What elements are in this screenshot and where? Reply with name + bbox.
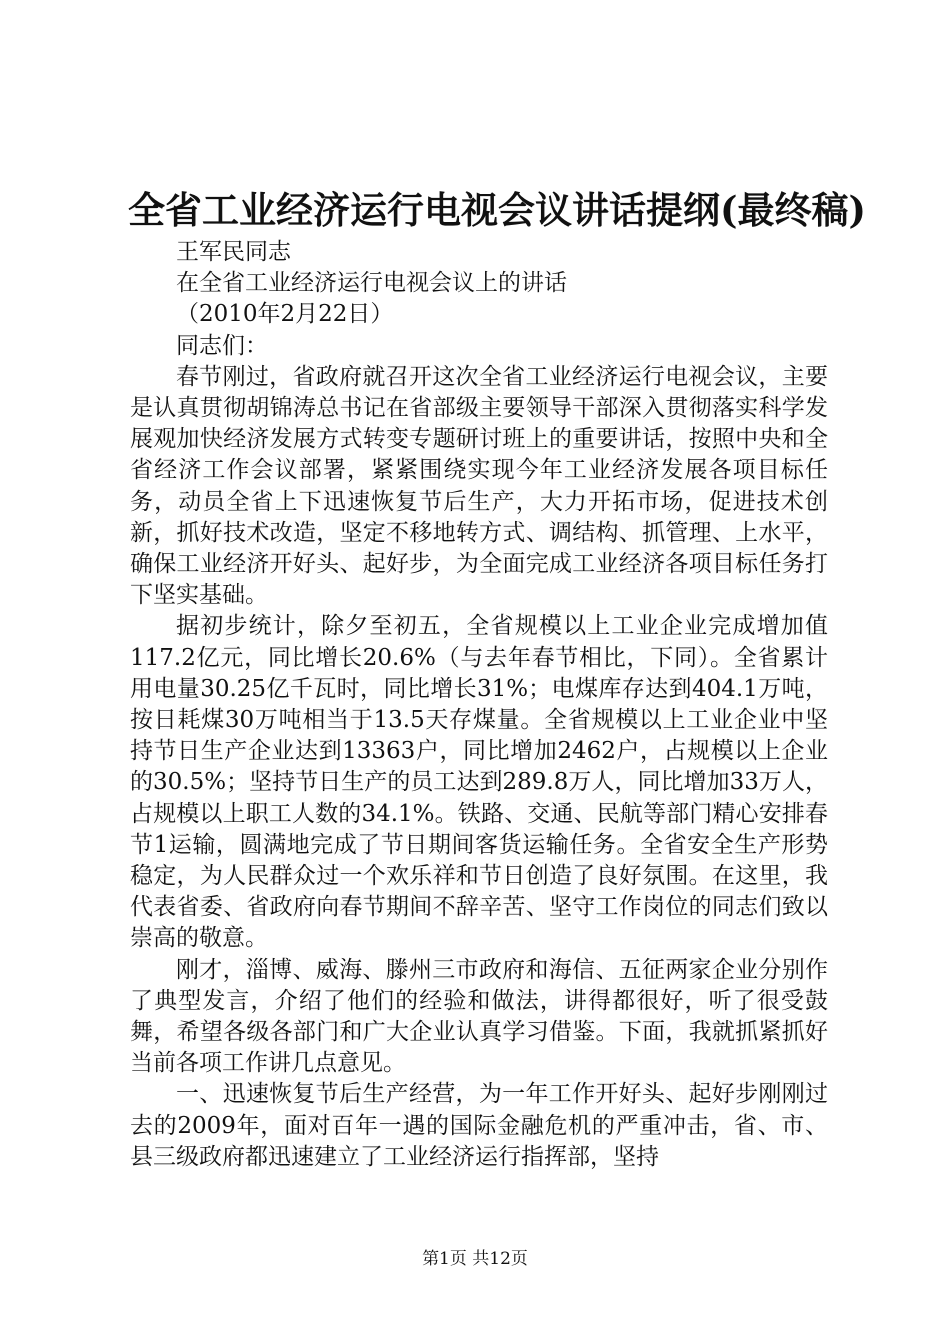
page-footer: 第1页 共12页 (422, 1249, 528, 1269)
paragraph: 一、迅速恢复节后生产经营，为一年工作开好头、起好步刚刚过去的2009年，面对百年一遇的国际金融危机的严重冲击，省、市、县三级政府都迅速建立了工业经济运行指挥部，坚持 (130, 1081, 828, 1170)
document-title: 全省工业经济运行电视会议讲话提纲(最终稿) (128, 188, 867, 232)
paragraph: 刚才，淄博、威海、滕州三市政府和海信、五征两家企业分别作了典型发言，介绍了他们的经验和做法，讲得都很好，听了很受鼓舞，希望各级各部门和广大企业认真学习借鉴。下面，我就抓紧抓好当前各项工作讲几点意见。 (130, 956, 828, 1077)
occasion-line: 在全省工业经济运行电视会议上的讲话 (176, 270, 567, 297)
paragraph: 春节刚过，省政府就召开这次全省工业经济运行电视会议，主要是认真贯彻胡锦涛总书记在省部级主要领导干部深入贯彻落实科学发展观加快经济发展方式转变专题研讨班上的重要讲话，按照中央和全省经济工作会议部署，紧紧围绕实现今年工业经济发展各项目标任务，动员全省上下迅速恢复节后生产，大力开拓市场，促进技术创新，抓好技术改造，坚定不移地转方式、调结构、抓管理、上水平，确保工业经济开好头、起好步，为全面完成工业经济各项目标任务打下坚实基础。 (130, 363, 828, 609)
document-body (130, 237, 828, 1173)
salutation-line: 同志们： (176, 332, 268, 359)
paragraph: 据初步统计，除夕至初五，全省规模以上工业企业完成增加值117.2亿元，同比增长20.6%（与去年春节相比，下同）。全省累计用电量30.25亿千瓦时，同比增长31%；电煤库存达到404.1万吨，按日耗煤30万吨相当于13.5天存煤量。全省规模以上工业企业中坚持节日生产企业达到13363户，同比增加2462户，占规模以上企业的30.5%；坚持节日生产的员工达到289.8万人，同比增加33万人，占规模以上职工人数的34.1%。铁路、交通、民航等部门精心安排春节1运输，圆满地完成了节日期间客货运输任务。全省安全生产形势稳定，为人民群众过一个欢乐祥和节日创造了良好氛围。在这里，我代表省委、省政府向春节期间不辞辛苦、坚守工作岗位的同志们致以崇高的敬意。 (130, 613, 828, 952)
speaker-line: 王军民同志 (176, 239, 291, 265)
date-line: （2010年2月22日） (176, 301, 394, 328)
